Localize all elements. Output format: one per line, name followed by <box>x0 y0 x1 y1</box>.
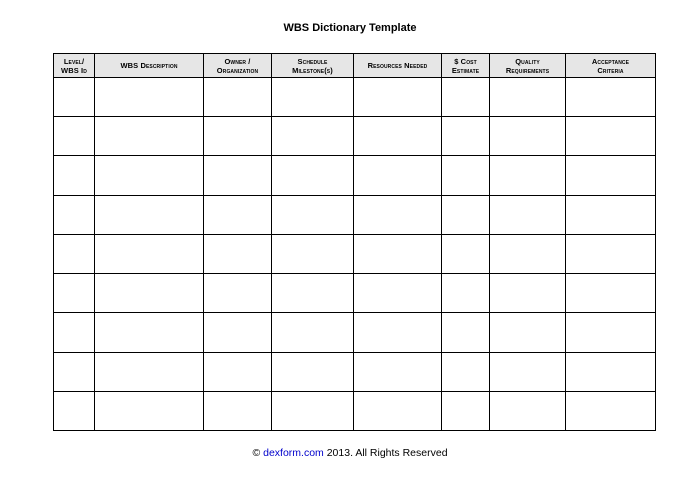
table-cell[interactable] <box>442 274 490 313</box>
table-cell[interactable] <box>354 313 442 352</box>
table-cell[interactable] <box>272 156 354 195</box>
footer <box>0 447 700 459</box>
table-cell[interactable] <box>442 117 490 156</box>
table-cell[interactable] <box>442 78 490 117</box>
table-cell[interactable] <box>490 117 566 156</box>
dexform-link[interactable]: dexform.com <box>263 447 324 459</box>
table-row <box>54 156 656 195</box>
table-cell[interactable] <box>566 117 656 156</box>
table-cell[interactable] <box>272 313 354 352</box>
table-cell[interactable] <box>566 234 656 273</box>
table-cell[interactable] <box>272 352 354 391</box>
table-cell[interactable] <box>204 195 272 234</box>
table-cell[interactable] <box>490 391 566 430</box>
table-cell[interactable] <box>54 78 95 117</box>
table-cell[interactable] <box>354 234 442 273</box>
table-row <box>54 313 656 352</box>
table-cell[interactable] <box>204 352 272 391</box>
table-cell[interactable] <box>54 156 95 195</box>
table-cell[interactable] <box>442 313 490 352</box>
table-cell[interactable] <box>272 195 354 234</box>
table-cell[interactable] <box>354 352 442 391</box>
table-cell[interactable] <box>95 391 204 430</box>
table-cell[interactable] <box>272 391 354 430</box>
table-cell[interactable] <box>566 156 656 195</box>
table-row <box>54 234 656 273</box>
table-cell[interactable] <box>490 78 566 117</box>
column-header-cost-estimate: $ Cost Estimate <box>442 54 490 78</box>
table-cell[interactable] <box>442 234 490 273</box>
wbs-dictionary-table <box>53 53 656 431</box>
table-cell[interactable] <box>95 313 204 352</box>
table-row <box>54 274 656 313</box>
table-cell[interactable] <box>566 352 656 391</box>
table-cell[interactable] <box>442 195 490 234</box>
table-cell[interactable] <box>54 352 95 391</box>
table-cell[interactable] <box>354 391 442 430</box>
table-cell[interactable] <box>354 195 442 234</box>
table-cell[interactable] <box>490 234 566 273</box>
table-cell[interactable] <box>566 391 656 430</box>
table-cell[interactable] <box>95 352 204 391</box>
table-row <box>54 391 656 430</box>
table-cell[interactable] <box>54 195 95 234</box>
column-header-owner-organization: Owner / Organization <box>204 54 272 78</box>
rights-text: 2013. All Rights Reserved <box>326 447 448 459</box>
table-cell[interactable] <box>272 274 354 313</box>
table-cell[interactable] <box>54 117 95 156</box>
table-cell[interactable] <box>354 78 442 117</box>
table-cell[interactable] <box>272 234 354 273</box>
column-header-quality-requirements: Quality Requirements <box>490 54 566 78</box>
column-header-wbs-description: WBS Description <box>95 54 204 78</box>
table-cell[interactable] <box>566 78 656 117</box>
column-header-schedule-milestones: Schedule Milestone(s) <box>272 54 354 78</box>
table-cell[interactable] <box>490 195 566 234</box>
table-row <box>54 195 656 234</box>
table-cell[interactable] <box>95 274 204 313</box>
header-row <box>54 54 656 78</box>
table-cell[interactable] <box>95 117 204 156</box>
table-cell[interactable] <box>442 391 490 430</box>
table-cell[interactable] <box>204 313 272 352</box>
table-cell[interactable] <box>95 156 204 195</box>
table-row <box>54 78 656 117</box>
table-cell[interactable] <box>204 78 272 117</box>
table-cell[interactable] <box>204 117 272 156</box>
table-cell[interactable] <box>95 234 204 273</box>
table-cell[interactable] <box>490 156 566 195</box>
table-cell[interactable] <box>490 313 566 352</box>
table-cell[interactable] <box>204 234 272 273</box>
table-cell[interactable] <box>54 313 95 352</box>
column-header-acceptance-criteria: Acceptance Criteria <box>566 54 656 78</box>
table-cell[interactable] <box>490 352 566 391</box>
column-header-resources-needed: Resources Needed <box>354 54 442 78</box>
table-cell[interactable] <box>566 313 656 352</box>
table-cell[interactable] <box>354 274 442 313</box>
table-cell[interactable] <box>204 156 272 195</box>
copyright-symbol: © <box>252 447 261 459</box>
table-cell[interactable] <box>204 391 272 430</box>
table-cell[interactable] <box>272 78 354 117</box>
column-header-level-wbs-id: Level/ WBS Id <box>54 54 95 78</box>
table-cell[interactable] <box>54 274 95 313</box>
table-cell[interactable] <box>272 117 354 156</box>
table-cell[interactable] <box>204 274 272 313</box>
table-body <box>54 78 656 431</box>
table-cell[interactable] <box>442 156 490 195</box>
table-cell[interactable] <box>566 274 656 313</box>
table-cell[interactable] <box>54 234 95 273</box>
table-cell[interactable] <box>95 78 204 117</box>
table-cell[interactable] <box>354 156 442 195</box>
table-cell[interactable] <box>490 274 566 313</box>
table-cell[interactable] <box>95 195 204 234</box>
table-row <box>54 117 656 156</box>
table-cell[interactable] <box>442 352 490 391</box>
table-cell[interactable] <box>354 117 442 156</box>
document-title: WBS Dictionary Template <box>283 22 417 34</box>
table-row <box>54 352 656 391</box>
table-cell[interactable] <box>566 195 656 234</box>
table-cell[interactable] <box>54 391 95 430</box>
